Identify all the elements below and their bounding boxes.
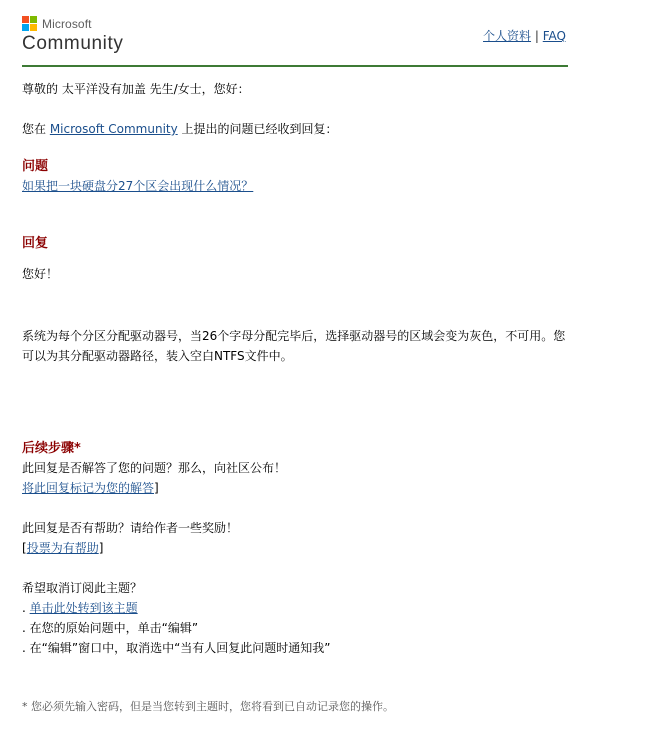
reply-hello: 您好！ — [22, 267, 59, 281]
answer-prompt: 此回复是否解答了您的问题？那么，向社区公布！ — [22, 461, 287, 475]
links-separator: | — [534, 29, 539, 43]
helpful-prompt: 此回复是否有帮助？请给作者一些奖励！ — [22, 521, 239, 535]
intro-line — [22, 120, 338, 137]
header — [22, 14, 568, 67]
answer-link-row — [22, 479, 159, 496]
step-1-prefix: . — [22, 601, 30, 615]
top-links — [483, 27, 566, 44]
profile-link[interactable]: 个人资料 — [483, 29, 532, 43]
community-link[interactable]: Microsoft Community — [49, 122, 178, 136]
greeting: 尊敬的 太平洋没有加盖 先生/女士，您好： — [22, 82, 250, 96]
logo-square-green — [30, 16, 37, 23]
unsubscribe-title: 希望取消订阅此主题？ — [22, 581, 143, 595]
helpful-bracket-open: [ — [22, 541, 27, 555]
unsubscribe-step-3: . 在“编辑”窗口中，取消选中“当有人回复此问题时通知我” — [22, 641, 331, 655]
question-heading: 问题 — [22, 159, 49, 174]
question-link-row — [22, 177, 253, 194]
email-page — [22, 14, 568, 713]
answer-bracket-close: ] — [154, 481, 159, 495]
reply-heading: 回复 — [22, 236, 49, 251]
logo-square-red — [22, 16, 29, 23]
intro-after: 上提出的问题已经收到回复： — [177, 122, 338, 136]
question-link[interactable]: 如果把一块硬盘分27个区会出现什么情况？ — [22, 179, 254, 193]
faq-link[interactable]: FAQ — [542, 29, 566, 43]
vote-helpful-link[interactable]: 投票为有帮助 — [26, 541, 99, 555]
helpful-bracket-close: ] — [98, 541, 104, 555]
brand-name: Microsoft — [42, 16, 92, 31]
reply-body: 系统为每个分区分配驱动器号，当26个字母分配完毕后，选择驱动器号的区域会变为灰色，不可用。您可以为其分配驱动器路径，装入空白NTFS文件中。 — [22, 329, 566, 363]
logo-square-yellow — [30, 24, 37, 31]
logo-square-blue — [22, 24, 29, 31]
unsubscribe-step-1 — [22, 599, 138, 616]
mark-as-answer-link[interactable]: 将此回复标记为您的解答 — [22, 481, 155, 495]
next-steps-heading: 后续步骤* — [22, 441, 81, 456]
unsubscribe-step-2: . 在您的原始问题中，单击“编辑” — [22, 621, 199, 635]
footnote: * 您必须先输入密码，但是当您转到主题时，您将看到已自动记录您的操作。 — [22, 700, 394, 713]
windows-logo-icon — [22, 16, 37, 31]
product-title: Community — [22, 33, 124, 54]
helpful-link-row — [22, 539, 103, 556]
intro-before: 您在 — [22, 122, 50, 136]
go-to-thread-link[interactable]: 单击此处转到该主题 — [29, 601, 138, 615]
microsoft-logo — [22, 16, 92, 31]
